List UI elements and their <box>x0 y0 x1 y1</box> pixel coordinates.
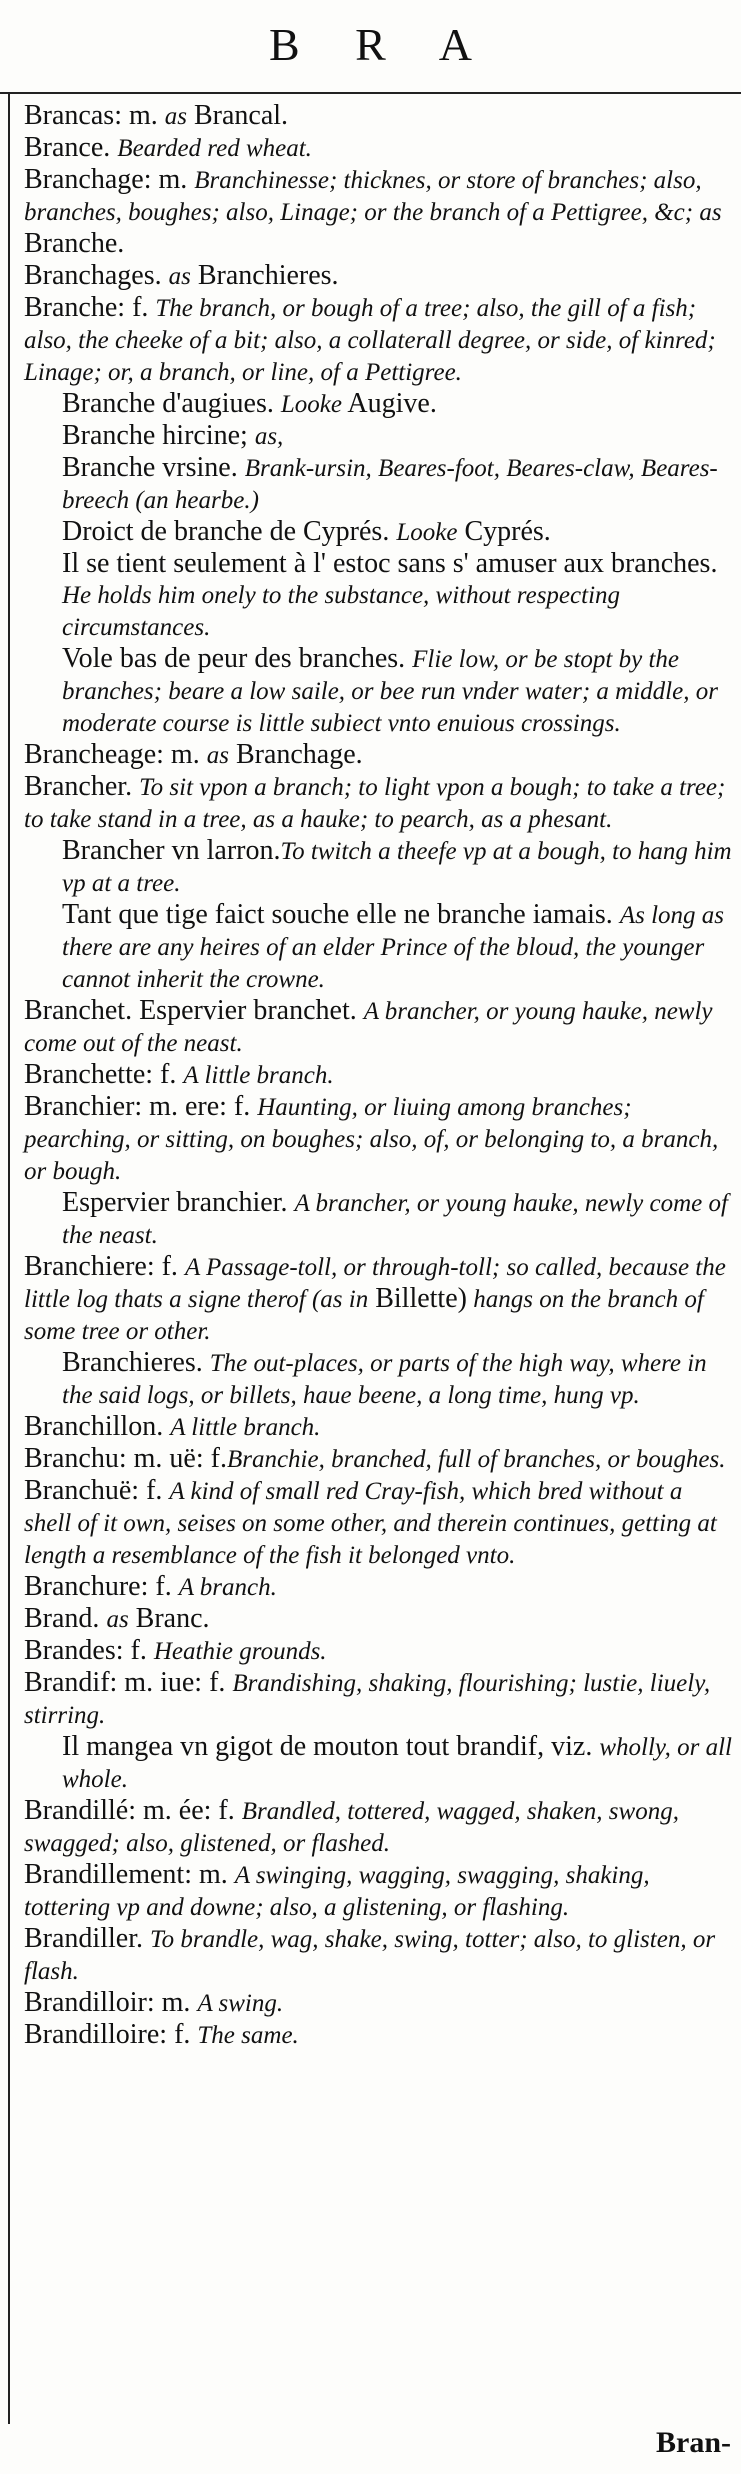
dictionary-entry <box>24 2019 732 2051</box>
page-header <box>0 0 741 94</box>
dictionary-entry <box>24 164 732 260</box>
definition: Looke <box>280 391 342 418</box>
headword: Branchieres. <box>62 1347 203 1378</box>
definition: A brancher, or young hauke, newly come out of the neast. <box>24 998 713 1057</box>
headword: Brance. <box>24 132 111 163</box>
grammar-note: : f. <box>131 1475 170 1506</box>
grammar-note: : m. iue: f. <box>109 1667 233 1698</box>
definition: A Passage-toll, or through-toll; so called, because the little log thats a signe therof (as in <box>24 1254 726 1313</box>
headword: Branchage <box>24 164 144 195</box>
sub-entry <box>24 643 732 739</box>
definition: Branchinesse; thicknes, or store of branches; also, branches, boughes; also, Linage; or the branch of a Pettigree, &c; as <box>24 167 722 226</box>
dictionary-entry <box>24 260 732 292</box>
definition: Branchie, branched, full of branches, or boughes. <box>226 1446 726 1473</box>
definition: as <box>106 1606 129 1633</box>
dictionary-entry <box>24 1091 732 1187</box>
dictionary-entry <box>24 771 732 835</box>
headword: Vole bas de peur des branches. <box>62 643 406 674</box>
grammar-note: : m. <box>146 1987 198 2018</box>
definition: A swinging, wagging, swagging, shaking, tottering vp and downe; also, a glistening, or flashing. <box>24 1862 650 1921</box>
dictionary-entry <box>24 1987 732 2019</box>
headword: Il se tient seulement à l' estoc sans s' amuser aux branches. <box>62 548 718 579</box>
headword: Branche vrsine. <box>62 452 238 483</box>
headword: Branchu <box>24 1443 119 1474</box>
grammar-note: : m. <box>184 1859 235 1890</box>
headword: Brandes <box>24 1635 116 1666</box>
catchword: Bran- <box>656 2426 731 2459</box>
headword: Droict de branche de Cyprés. <box>62 516 390 547</box>
headword: Branche d'augiues. <box>62 388 274 419</box>
headword: Branche hircine <box>62 420 241 451</box>
dictionary-entries <box>24 100 732 2051</box>
headword: Brancher. <box>24 771 133 802</box>
headword: Brandilloire <box>24 2019 160 2050</box>
grammar-note: : m. ée: f. <box>128 1795 242 1826</box>
definition: A kind of small red Cray-fish, which bred without a shell of it own, seises on some other, and therein continues, getting at length a resemblance of the fish it belonged vnto. <box>24 1478 717 1569</box>
grammar-note: : f. <box>159 2019 198 2050</box>
headword: Brancheage <box>24 739 157 770</box>
dictionary-entry <box>24 1411 732 1443</box>
headword: Il mangea vn gigot de mouton tout brandif, viz. <box>62 1731 593 1762</box>
sub-entry <box>24 1347 732 1411</box>
running-head: B R A <box>268 19 495 70</box>
cross-reference: Branchieres. <box>190 260 339 291</box>
dictionary-entry <box>24 1859 732 1923</box>
grammar-note: : f. <box>117 292 156 323</box>
dictionary-entry <box>24 739 732 771</box>
definition: Brandled, tottered, wagged, shaken, swong, swagged; also, glistened, or flashed. <box>24 1798 679 1857</box>
dictionary-entry <box>24 292 732 388</box>
sub-entry <box>24 1731 732 1795</box>
grammar-note: : m. ere: f. <box>134 1091 258 1122</box>
definition: Haunting, or liuing among branches; pearching, or sitting, on boughes; also, of, or belonging to, a branch, or bough. <box>24 1094 719 1185</box>
definition: Bearded red wheat. <box>117 135 312 162</box>
grammar-note <box>162 260 169 291</box>
definition: A little branch. <box>183 1062 334 1089</box>
headword: Brandillé <box>24 1795 129 1826</box>
headword: Brancas <box>24 100 115 131</box>
grammar-note: : f. <box>146 1251 185 1282</box>
headword: Brancher vn larron. <box>62 835 281 866</box>
sub-entry <box>24 452 732 516</box>
grammar-note: : f. <box>115 1635 154 1666</box>
definition: The same. <box>197 2022 299 2049</box>
sub-entry <box>24 835 732 899</box>
grammar-note: : m. <box>156 739 207 770</box>
grammar-note: ; <box>240 420 255 451</box>
grammar-note: : f. <box>140 1571 179 1602</box>
grammar-note <box>238 452 245 483</box>
cross-reference: Branchage. <box>228 739 363 770</box>
sub-entry <box>24 388 732 420</box>
definition: A swing. <box>197 1990 284 2017</box>
cross-reference: Augive. <box>341 388 437 419</box>
grammar-note <box>143 1923 150 1954</box>
definition: To sit vpon a branch; to light vpon a bough; to take a tree; to take stand in a tree, as a hauke; to pearch, as a phesant. <box>24 774 726 833</box>
headword: Brandillement <box>24 1859 185 1890</box>
dictionary-entry <box>24 1635 732 1667</box>
dictionary-entry <box>24 1603 732 1635</box>
definition: To twitch a theefe vp at a bough, to hang him vp at a tree. <box>62 838 732 897</box>
definition: To brandle, wag, shake, swing, totter; also, to glisten, or flash. <box>24 1926 716 1985</box>
headword: Branchet. <box>24 995 133 1026</box>
headword: Brandiller. <box>24 1923 143 1954</box>
grammar-note: Espervier branchet. <box>132 995 364 1026</box>
cross-reference: Branc. <box>128 1603 210 1634</box>
headword: Branchages. <box>24 260 162 291</box>
headword: Branchier <box>24 1091 135 1122</box>
headword: Branchuë <box>24 1475 132 1506</box>
grammar-note <box>132 771 139 802</box>
definition: He holds him onely to the substance, without respecting circumstances. <box>62 582 621 641</box>
definition: Brandishing, shaking, flourishing; lustie, liuely, stirring. <box>24 1670 711 1729</box>
definition: As long as there are any heires of an elder Prince of the bloud, the younger cannot inherit the crowne. <box>62 902 724 993</box>
dictionary-entry <box>24 1475 732 1571</box>
dictionary-entry <box>24 1059 732 1091</box>
grammar-note: : m. uë: f. <box>118 1443 227 1474</box>
definition: as, <box>254 423 284 450</box>
definition: Flie low, or be stopt by the branches; beare a low saile, or bee run vnder water; a middle, or moderate course is little subiect vnto enuious crossings. <box>62 646 718 737</box>
cross-reference: Brancal. <box>186 100 289 131</box>
headword: Branchiere <box>24 1251 147 1282</box>
sub-entry <box>24 1187 732 1251</box>
dictionary-entry <box>24 1571 732 1603</box>
definition: as <box>168 263 191 290</box>
grammar-note: : m. <box>114 100 165 131</box>
cross-reference: Cyprés. <box>457 516 551 547</box>
definition-continued: hangs on the branch of some tree or other. <box>24 1286 704 1345</box>
dictionary-entry <box>24 1667 732 1731</box>
sub-entry <box>24 420 732 452</box>
dictionary-entry <box>24 995 732 1059</box>
definition: A little branch. <box>170 1414 321 1441</box>
definition: A brancher, or young hauke, newly come of the neast. <box>62 1190 728 1249</box>
dictionary-entry <box>24 1795 732 1859</box>
definition: A branch. <box>178 1574 277 1601</box>
sub-entry <box>24 548 732 643</box>
headword: Espervier branchier. <box>62 1187 288 1218</box>
definition: Brank-ursin, Beares-foot, Beares-claw, Beares-breech (an hearbe.) <box>62 455 718 514</box>
definition: wholly, or all whole. <box>62 1734 732 1793</box>
dictionary-entry <box>24 132 732 164</box>
headword: Brandif <box>24 1667 110 1698</box>
headword: Branchure <box>24 1571 141 1602</box>
definition: The out-places, or parts of the high way, where in the said logs, or billets, haue beene, a long time, hung vp. <box>62 1350 707 1409</box>
definition: The branch, or bough of a tree; also, the gill of a fish; also, the cheeke of a bit; also, a collaterall degree, or side, of kinred; Linage; or, a branch, or line, of a Pettigree. <box>24 295 716 386</box>
sub-entry <box>24 899 732 995</box>
dictionary-entry <box>24 1443 732 1475</box>
headword: Brand. <box>24 1603 100 1634</box>
definition: Looke <box>396 519 458 546</box>
grammar-note <box>274 388 281 419</box>
headword: Branche <box>24 292 118 323</box>
headword: Tant que tige faict souche elle ne branche iamais. <box>62 899 613 930</box>
headword: Branchette <box>24 1059 146 1090</box>
dictionary-entry <box>24 1251 732 1347</box>
dictionary-entry <box>24 1923 732 1987</box>
cross-reference: Billette) <box>368 1283 467 1314</box>
headword: Brandilloir <box>24 1987 147 2018</box>
grammar-note <box>613 899 620 930</box>
definition: Heathie grounds. <box>153 1638 327 1665</box>
column-rule <box>8 94 10 2424</box>
grammar-note: : f. <box>145 1059 184 1090</box>
definition: as <box>206 742 229 769</box>
sub-entry <box>24 516 732 548</box>
definition: as <box>164 103 187 130</box>
grammar-note: : m. <box>143 164 195 195</box>
dictionary-entry <box>24 100 732 132</box>
grammar-note <box>203 1347 210 1378</box>
header-rule <box>0 92 741 94</box>
cross-reference: Branche. <box>24 228 125 259</box>
headword: Branchillon. <box>24 1411 164 1442</box>
